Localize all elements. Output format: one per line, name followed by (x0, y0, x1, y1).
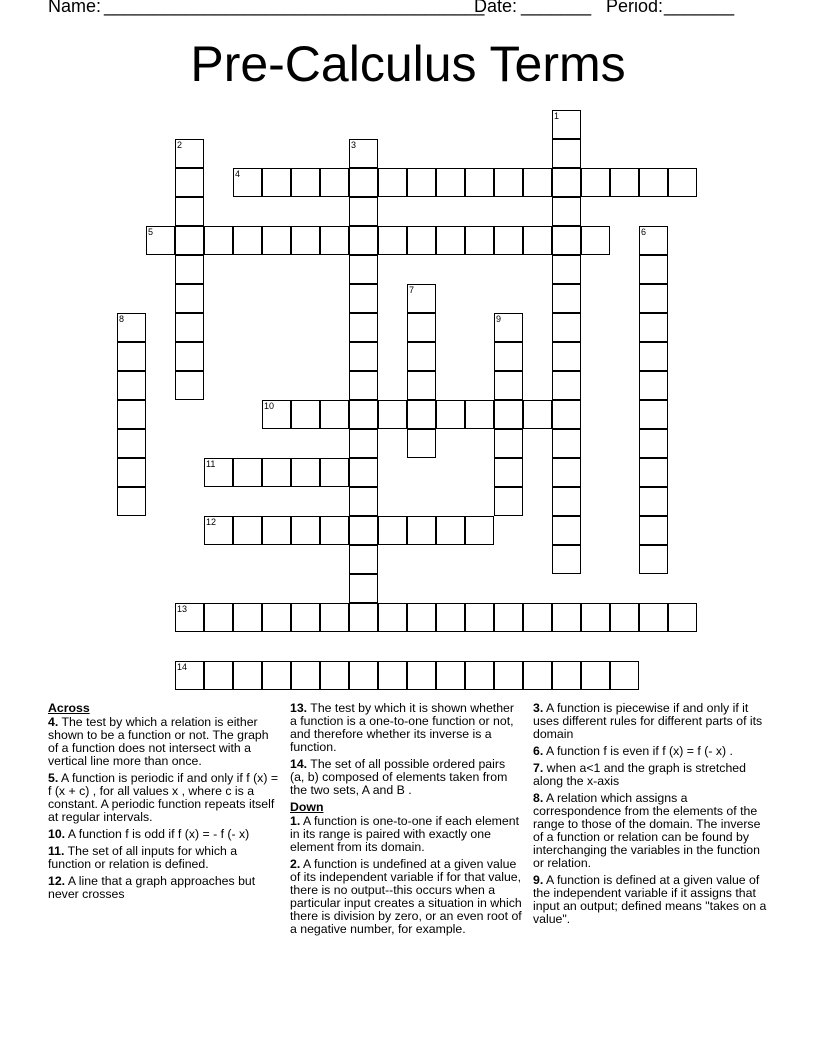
grid-cell[interactable] (436, 516, 465, 545)
grid-cell[interactable] (494, 487, 523, 516)
period-label: Period: (606, 0, 664, 16)
clue-number-14: 14 (177, 662, 188, 672)
grid-cell[interactable] (407, 226, 436, 255)
clue-across-4: 4. The test by which a relation is either shown to be a function or not. The graph of a function does not intersect with a vertical line more than once. (48, 715, 269, 768)
grid-cell[interactable] (349, 342, 378, 371)
grid-cell[interactable] (378, 226, 407, 255)
grid-cell[interactable] (291, 603, 320, 632)
clue-across-14: 14. The set of all possible ordered pairs (a, b) composed of elements taken from the two sets, A and B . (290, 757, 508, 797)
grid-cell[interactable] (407, 342, 436, 371)
grid-cell[interactable] (552, 342, 581, 371)
clue-down-1: 1. A function is one-to-one if each element in its range is paired with exactly one element from its domain. (290, 814, 520, 854)
grid-cell[interactable] (639, 342, 668, 371)
grid-cell[interactable] (407, 313, 436, 342)
grid-cell[interactable] (523, 226, 552, 255)
grid-cell[interactable] (320, 603, 349, 632)
grid-cell[interactable] (175, 168, 204, 197)
grid-cell[interactable] (552, 661, 581, 690)
grid-cell[interactable] (378, 516, 407, 545)
grid-cell[interactable] (291, 400, 320, 429)
page-title: Pre-Calculus Terms (190, 36, 626, 92)
clue-across-13: 13. The test by which it is shown whether a function is a one-to-one function or not, and therefore whether its inverse is a function. (290, 701, 514, 754)
grid-cell[interactable] (639, 458, 668, 487)
grid-cell[interactable] (552, 226, 581, 255)
grid-cell[interactable] (523, 400, 552, 429)
grid-cell[interactable] (407, 400, 436, 429)
grid-cell[interactable] (320, 400, 349, 429)
clue-down-2: 2. A function is undefined at a given value of its independent variable if for that value, there is no output--this occurs when a particular input creates a situation in which there is division by zero, or an even root of a negative number, for example. (290, 857, 522, 936)
grid-cell[interactable] (407, 168, 436, 197)
grid-cell[interactable] (204, 603, 233, 632)
grid-cell[interactable] (639, 603, 668, 632)
clue-number-4: 4 (235, 169, 241, 179)
grid-cell[interactable] (465, 226, 494, 255)
grid-cell[interactable] (349, 603, 378, 632)
grid-cell[interactable] (407, 371, 436, 400)
grid-cell[interactable] (262, 603, 291, 632)
grid-cell[interactable] (494, 400, 523, 429)
grid-cell[interactable] (175, 284, 204, 313)
grid-cell[interactable] (349, 284, 378, 313)
clue-number-5: 5 (148, 227, 154, 237)
clue-number-13: 13 (177, 604, 188, 614)
grid-cell[interactable] (175, 371, 204, 400)
grid-cell[interactable] (465, 661, 494, 690)
grid-cell[interactable] (117, 400, 146, 429)
grid-cell[interactable] (117, 429, 146, 458)
grid-cell[interactable] (465, 603, 494, 632)
grid-cell[interactable] (610, 168, 639, 197)
grid-cell[interactable] (320, 226, 349, 255)
grid-cell[interactable] (117, 342, 146, 371)
grid-cell[interactable] (639, 516, 668, 545)
clue-number-12: 12 (206, 517, 217, 527)
clue-column-2 (290, 702, 522, 940)
grid-cell[interactable] (349, 400, 378, 429)
grid-cell[interactable] (204, 226, 233, 255)
grid-cell[interactable] (494, 226, 523, 255)
grid-cell[interactable] (552, 545, 581, 574)
grid-cell[interactable] (552, 429, 581, 458)
grid-cell[interactable] (349, 226, 378, 255)
grid-cell[interactable] (175, 226, 204, 255)
grid-cell[interactable] (552, 139, 581, 168)
grid-cell[interactable] (349, 197, 378, 226)
grid-cell[interactable] (291, 661, 320, 690)
grid-cell[interactable] (552, 371, 581, 400)
grid-cell[interactable] (436, 168, 465, 197)
grid-cell[interactable] (552, 255, 581, 284)
grid-cell[interactable] (494, 661, 523, 690)
grid-cell[interactable] (349, 661, 378, 690)
clue-number-11: 11 (206, 459, 216, 469)
clue-number-2: 2 (177, 140, 183, 150)
grid-cell[interactable] (639, 545, 668, 574)
grid-cell[interactable] (639, 284, 668, 313)
clue-across-10: 10. A function f is odd if f (x) = - f (- x) (48, 827, 250, 841)
grid-cell[interactable] (117, 371, 146, 400)
grid-cell[interactable] (668, 168, 697, 197)
grid-cell[interactable] (320, 458, 349, 487)
grid-cell[interactable] (262, 661, 291, 690)
grid-cell[interactable] (581, 168, 610, 197)
grid-cell[interactable] (494, 458, 523, 487)
grid-cell[interactable] (465, 400, 494, 429)
clue-column-1 (48, 702, 280, 905)
grid-cell[interactable] (291, 168, 320, 197)
grid-cell[interactable] (320, 661, 349, 690)
grid-cell[interactable] (552, 197, 581, 226)
grid-cell[interactable] (262, 168, 291, 197)
grid-cell[interactable] (610, 661, 639, 690)
grid-cell[interactable] (552, 284, 581, 313)
grid-cell[interactable] (465, 168, 494, 197)
grid-cell[interactable] (320, 516, 349, 545)
name-blank[interactable]: ______________________________________ (104, 0, 485, 16)
grid-cell[interactable] (233, 458, 262, 487)
grid-cell[interactable] (494, 429, 523, 458)
grid-cell[interactable] (175, 313, 204, 342)
grid-cell[interactable] (581, 661, 610, 690)
grid-cell[interactable] (494, 371, 523, 400)
clue-number-8: 8 (119, 314, 125, 324)
clue-down-8: 8. A relation which assigns a correspondence from the elements of the range to those of the domain. The inverse of a function or relation can be found by interchanging the variables in the function or relation. (533, 791, 761, 870)
grid-cell[interactable] (436, 603, 465, 632)
grid-cell[interactable] (668, 603, 697, 632)
grid-cell[interactable] (175, 342, 204, 371)
grid-cell[interactable] (552, 487, 581, 516)
grid-cell[interactable] (262, 458, 291, 487)
grid-cell[interactable] (291, 516, 320, 545)
grid-cell[interactable] (349, 458, 378, 487)
clue-across-12: 12. A line that a graph approaches but never crosses (48, 874, 256, 901)
clue-number-3: 3 (351, 140, 357, 150)
grid-cell[interactable] (465, 516, 494, 545)
grid-cell[interactable] (378, 603, 407, 632)
grid-cell[interactable] (349, 545, 378, 574)
grid-cell[interactable] (233, 603, 262, 632)
grid-cell[interactable] (407, 661, 436, 690)
grid-cell[interactable] (291, 458, 320, 487)
grid-cell[interactable] (639, 313, 668, 342)
grid-cell[interactable] (349, 429, 378, 458)
grid-cell[interactable] (291, 226, 320, 255)
grid-cell[interactable] (494, 342, 523, 371)
clue-down-6: 6. A function f is even if f (x) = f (- x) . (533, 744, 733, 758)
down-heading: Down (290, 800, 324, 814)
grid-cell[interactable] (233, 226, 262, 255)
grid-cell[interactable] (639, 168, 668, 197)
grid-cell[interactable] (552, 313, 581, 342)
grid-cell[interactable] (581, 226, 610, 255)
clue-down-9: 9. A function is defined at a given value of the independent variable if it assigns that input an output; defined means "takes on a value". (533, 873, 767, 926)
grid-cell[interactable] (436, 400, 465, 429)
grid-cell[interactable] (233, 661, 262, 690)
period-blank[interactable]: _______ (664, 0, 735, 16)
grid-cell[interactable] (262, 226, 291, 255)
grid-cell[interactable] (349, 516, 378, 545)
across-heading: Across (48, 701, 90, 715)
grid-cell[interactable] (639, 255, 668, 284)
clue-number-10: 10 (264, 401, 275, 411)
grid-cell[interactable] (523, 661, 552, 690)
grid-cell[interactable] (639, 487, 668, 516)
grid-cell[interactable] (523, 168, 552, 197)
grid-cell[interactable] (378, 661, 407, 690)
grid-cell[interactable] (494, 168, 523, 197)
grid-cell[interactable] (639, 429, 668, 458)
grid-cell[interactable] (378, 168, 407, 197)
grid-cell[interactable] (581, 603, 610, 632)
grid-cell[interactable] (407, 603, 436, 632)
clue-down-7: 7. when a<1 and the graph is stretched along the x-axis (533, 761, 746, 788)
grid-cell[interactable] (552, 516, 581, 545)
grid-cell[interactable] (349, 487, 378, 516)
grid-cell[interactable] (523, 603, 552, 632)
clue-column-3 (533, 702, 767, 930)
date-label: Date: (474, 0, 518, 16)
clue-number-9: 9 (496, 314, 502, 324)
clue-number-7: 7 (409, 285, 415, 295)
grid-cell[interactable] (175, 255, 204, 284)
grid-cell[interactable] (407, 429, 436, 458)
clue-down-3: 3. A function is piecewise if and only if it uses different rules for different parts of its domain (533, 701, 763, 741)
grid-cell[interactable] (552, 400, 581, 429)
grid-cell[interactable] (349, 313, 378, 342)
grid-cell[interactable] (349, 371, 378, 400)
date-blank[interactable]: _______ (521, 0, 592, 16)
grid-cell[interactable] (117, 458, 146, 487)
grid-cell[interactable] (639, 400, 668, 429)
grid-cell[interactable] (552, 458, 581, 487)
grid-cell[interactable] (436, 226, 465, 255)
grid-cell[interactable] (407, 516, 436, 545)
clue-number-6: 6 (641, 227, 647, 237)
grid-cell[interactable] (610, 603, 639, 632)
grid-cell[interactable] (320, 168, 349, 197)
clue-across-11: 11. The set of all inputs for which a function or relation is defined. (48, 844, 238, 871)
clue-number-1: 1 (554, 111, 560, 121)
grid-cell[interactable] (262, 516, 291, 545)
grid-cell[interactable] (639, 371, 668, 400)
clue-across-5: 5. A function is periodic if and only if f (x) = f (x + c) , for all values x , where c is a constant. A periodic function repeats itself at regular intervals. (48, 771, 279, 824)
name-label: Name: (48, 0, 102, 16)
grid-cell[interactable] (204, 661, 233, 690)
grid-cell[interactable] (349, 168, 378, 197)
grid-cell[interactable] (175, 197, 204, 226)
grid-cell[interactable] (349, 255, 378, 284)
grid-cell[interactable] (552, 168, 581, 197)
grid-cell[interactable] (349, 574, 378, 603)
grid-cell[interactable] (436, 661, 465, 690)
grid-cell[interactable] (117, 487, 146, 516)
grid-cell[interactable] (552, 603, 581, 632)
grid-cell[interactable] (378, 400, 407, 429)
grid-cell[interactable] (233, 516, 262, 545)
grid-cell[interactable] (494, 603, 523, 632)
